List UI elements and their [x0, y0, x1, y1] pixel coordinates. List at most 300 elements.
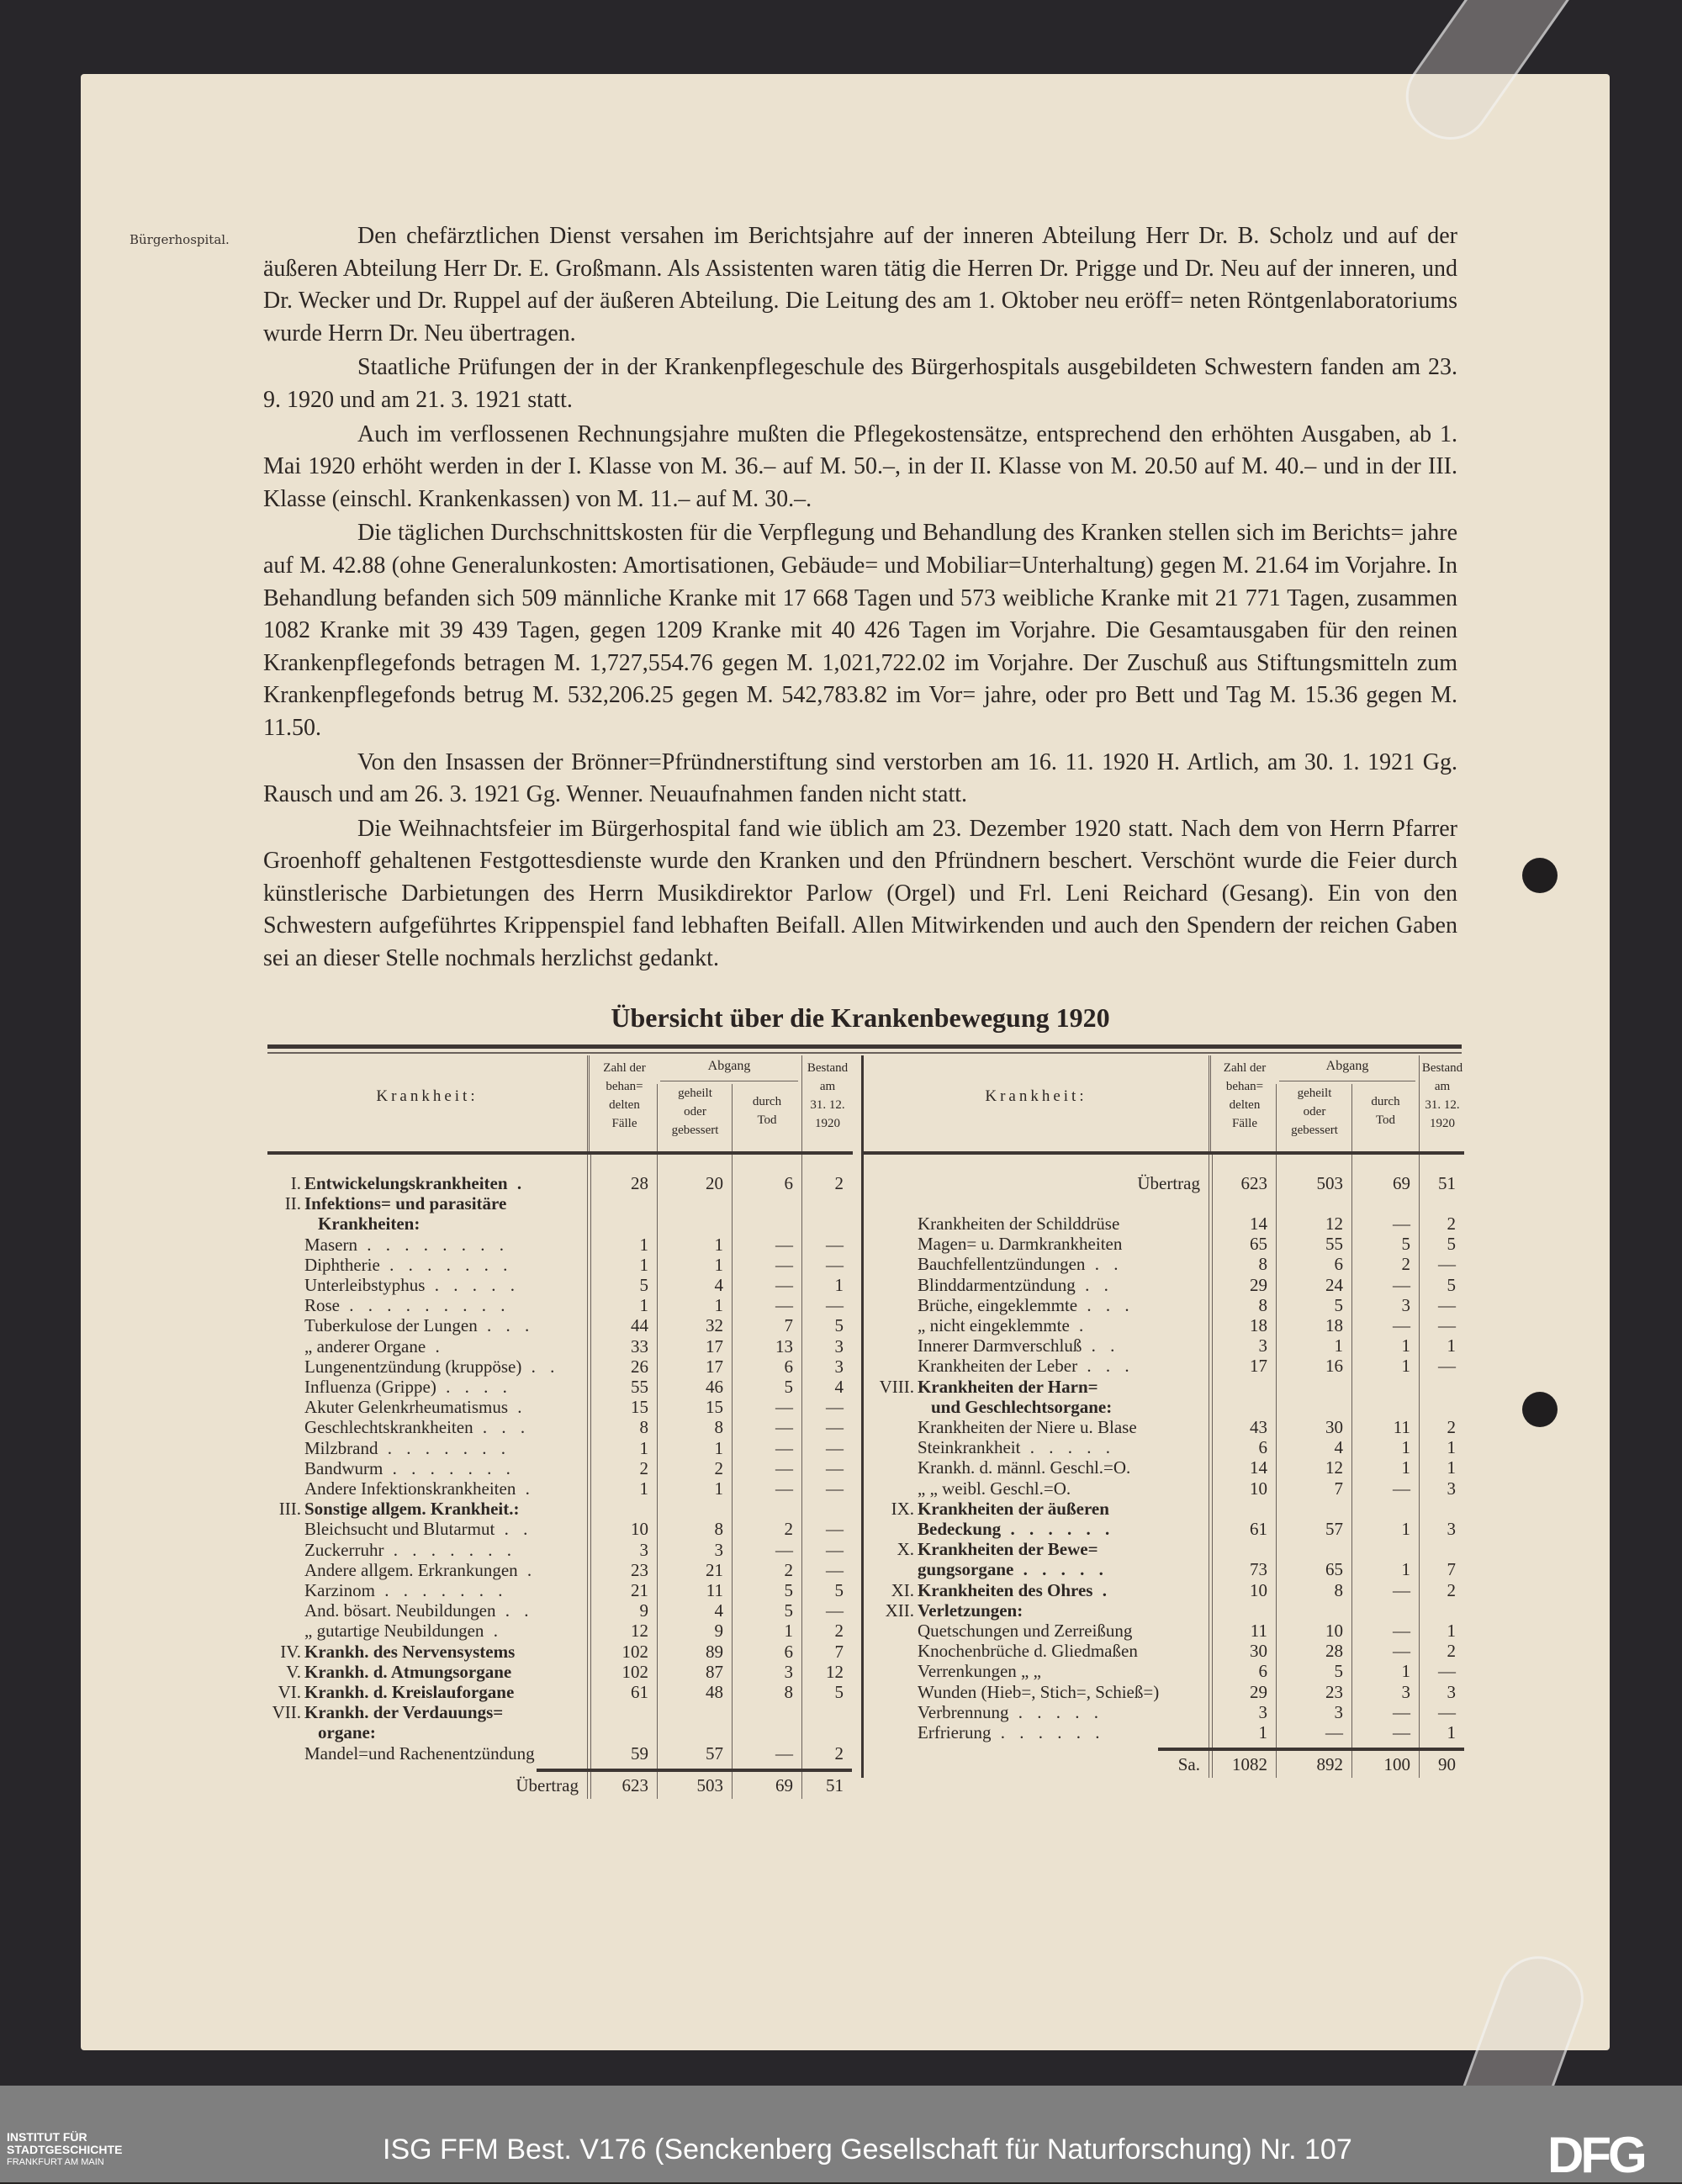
- body-text: [263, 220, 1457, 976]
- label-text: Krankheiten der Harn=: [918, 1376, 1098, 1397]
- leader-dots: . .: [495, 1600, 534, 1621]
- leader-dots: .: [508, 1397, 527, 1418]
- roman-numeral: IV.: [280, 1641, 301, 1662]
- leader-dots: . . . . . . .: [383, 1457, 516, 1478]
- row-label: [304, 1499, 582, 1519]
- cell-value: 7: [1334, 1478, 1343, 1499]
- label-text: Rose: [304, 1295, 340, 1316]
- leader-dots: . . .: [477, 1315, 535, 1336]
- row-label: [304, 1275, 582, 1295]
- dfg-logo: DFG: [1547, 2127, 1644, 2183]
- total-value: 69: [775, 1774, 793, 1795]
- cell-value: 23: [1325, 1681, 1343, 1702]
- label-text: Krankh. des Nervensystems: [304, 1641, 516, 1662]
- institute-line: FRANKFURT AM MAIN: [7, 2157, 104, 2167]
- leader-dots: . . .: [473, 1417, 531, 1438]
- label-text: Knochenbrüche d. Gliedmaßen: [918, 1641, 1138, 1662]
- roman-numeral: XI.: [891, 1579, 914, 1600]
- table-row: [864, 1457, 1464, 1478]
- cell-value: —: [826, 1600, 844, 1621]
- cell-value: 3: [1258, 1701, 1267, 1722]
- cell-value: 87: [706, 1661, 723, 1682]
- cell-value: 26: [631, 1356, 648, 1377]
- total-label: Sa.: [1177, 1754, 1200, 1775]
- cell-value: —: [1393, 1621, 1410, 1641]
- header-text: gebessert: [671, 1124, 719, 1137]
- paragraph: Die Weihnachtsfeier im Bürgerhospital fand wie üblich am 23. Dezember 1920 statt. Nach dem von Herrn Pfarrer Groenhoff gehaltenen Festgottesdienste wurde den Kranken und den Pfründnern beschert. Verschönt wurde die Feier durch künstlerische Darbietungen des Herrn Musikdirektor Parlow (Orgel) und Frl. Leni Reichard (Gesang). Ein von den Schwestern aufgeführtes Krippenspiel fand lebhaften Beifall. Allen Mitwirkenden und auch den Spendern der reichen Gaben sei an dieser Stelle nochmals herzlichst gedankt.: [263, 815, 1457, 972]
- table-row: [267, 1662, 853, 1682]
- total-label: Übertrag: [516, 1774, 579, 1795]
- cell-value: —: [1438, 1701, 1456, 1722]
- leader-dots: . . . . . . .: [383, 1539, 516, 1560]
- cell-value: 9: [639, 1600, 648, 1621]
- cell-value: 503: [1316, 1173, 1343, 1193]
- cell-value: 1: [1401, 1661, 1410, 1682]
- cell-value: 51: [1438, 1173, 1456, 1193]
- cell-value: 16: [1325, 1356, 1343, 1377]
- label-text: Akuter Gelenkrheumatismus: [304, 1397, 509, 1418]
- col-header-bestand: [1419, 1055, 1465, 1155]
- cell-value: —: [775, 1539, 793, 1560]
- cell-value: 3: [784, 1661, 793, 1682]
- row-label: [918, 1702, 1203, 1722]
- leader-dots: . .: [521, 1356, 560, 1377]
- cell-value: 4: [714, 1275, 723, 1295]
- cell-value: 69: [1393, 1173, 1410, 1193]
- row-label: [304, 1438, 582, 1458]
- cell-value: 1: [714, 1234, 723, 1255]
- row-label: [918, 1600, 1203, 1621]
- label-text: Andere allgem. Erkrankungen: [304, 1559, 518, 1580]
- label-text: Brüche, eingeklemmte: [918, 1294, 1078, 1315]
- cell-value: —: [1438, 1315, 1456, 1335]
- table-row: [864, 1661, 1464, 1681]
- cell-value: 7: [1447, 1559, 1456, 1580]
- roman-numeral: VIII.: [879, 1376, 914, 1397]
- leader-dots: . .: [1082, 1335, 1120, 1356]
- row-label: [304, 1743, 582, 1764]
- table-row: [267, 1478, 853, 1499]
- table-row: [267, 1642, 853, 1662]
- label-text: Sonstige allgem. Krankheit.:: [304, 1499, 520, 1520]
- table-title: Übersicht über die Krankenbewegung 1920: [611, 1002, 1110, 1033]
- header-text: delten: [1229, 1098, 1261, 1112]
- table-row: [267, 1580, 853, 1600]
- row-label: [304, 1600, 582, 1621]
- cell-value: 3: [1447, 1478, 1456, 1499]
- leader-dots: . . . . . . . .: [357, 1234, 509, 1255]
- header-text: 31. 12.: [810, 1098, 845, 1112]
- cell-value: 8: [1334, 1579, 1343, 1600]
- table-row: [267, 1722, 853, 1742]
- label-text: Magen= u. Darmkrankheiten: [918, 1234, 1123, 1255]
- table-row: [864, 1254, 1464, 1274]
- row-label: [304, 1377, 582, 1397]
- cell-value: 10: [1325, 1621, 1343, 1641]
- table-row: [864, 1315, 1464, 1335]
- cell-value: 2: [1447, 1579, 1456, 1600]
- cell-value: 2: [639, 1457, 648, 1478]
- label-text: Bedeckung: [918, 1519, 1002, 1539]
- cell-value: 4: [1334, 1437, 1343, 1458]
- label-text: Karzinom: [304, 1580, 375, 1600]
- cell-value: 8: [714, 1519, 723, 1540]
- leader-dots: . . . . .: [1020, 1437, 1115, 1458]
- cell-value: 1: [1447, 1457, 1456, 1478]
- row-label: [304, 1519, 582, 1539]
- row-label: [918, 1682, 1203, 1702]
- col-header-abgang: Abgang: [707, 1059, 751, 1073]
- table-row: [864, 1275, 1464, 1295]
- table-row: [267, 1743, 853, 1764]
- table-row: [267, 1214, 853, 1234]
- cell-value: —: [826, 1519, 844, 1540]
- table-row: [267, 1417, 853, 1437]
- header-text: behan=: [606, 1080, 643, 1093]
- label-text: Blinddarmentzündung: [918, 1274, 1076, 1295]
- header-text: geheilt: [678, 1087, 712, 1100]
- roman-numeral: II.: [284, 1193, 301, 1214]
- label-text: Krankheiten der Niere u. Blase: [918, 1417, 1137, 1437]
- cell-value: 21: [631, 1580, 648, 1600]
- label-text: Krankh. d. Kreislauforgane: [304, 1682, 515, 1702]
- cell-value: 1: [639, 1234, 648, 1255]
- cell-value: —: [1438, 1661, 1456, 1682]
- table-row: [864, 1397, 1464, 1417]
- leader-dots: .: [1069, 1315, 1089, 1335]
- cell-value: 10: [1250, 1579, 1267, 1600]
- label-text: Influenza (Grippe): [304, 1377, 436, 1397]
- cell-value: 5: [1401, 1234, 1410, 1255]
- cell-value: —: [1393, 1214, 1410, 1234]
- row-label: [918, 1580, 1203, 1600]
- carry-row: [864, 1173, 1464, 1193]
- cell-value: 15: [631, 1397, 648, 1418]
- cell-value: 2: [834, 1173, 844, 1193]
- cell-value: —: [826, 1559, 844, 1580]
- cell-value: 1: [1447, 1437, 1456, 1458]
- label-text: Krankh. d. Atmungsorgane: [304, 1661, 512, 1682]
- cell-value: 6: [784, 1356, 793, 1377]
- label-text: And. bösart. Neubildungen: [304, 1600, 496, 1621]
- table-row: [267, 1499, 853, 1519]
- row-label: [304, 1642, 582, 1662]
- leader-dots: . .: [1085, 1254, 1124, 1275]
- cell-value: —: [775, 1742, 793, 1764]
- table-top-rule: [267, 1044, 1462, 1049]
- label-text: Zuckerruhr: [304, 1539, 384, 1560]
- cell-value: —: [1325, 1722, 1343, 1742]
- cell-value: 30: [1250, 1641, 1267, 1662]
- cell-value: 28: [1325, 1641, 1343, 1662]
- row-label: [304, 1662, 582, 1682]
- cell-value: 2: [714, 1457, 723, 1478]
- cell-value: 1: [784, 1621, 793, 1642]
- cell-value: 2: [834, 1742, 844, 1764]
- cell-value: 15: [706, 1397, 723, 1418]
- cell-value: 29: [1250, 1681, 1267, 1702]
- row-label: [918, 1234, 1203, 1254]
- table-top-rule-thin: [267, 1052, 1462, 1054]
- table-row: [267, 1621, 853, 1641]
- row-label: [918, 1621, 1203, 1641]
- cell-value: —: [826, 1234, 844, 1255]
- table-row: [267, 1295, 853, 1315]
- institute-line: INSTITUT FÜR: [7, 2130, 87, 2144]
- cell-value: 3: [639, 1539, 648, 1560]
- table-row: [864, 1437, 1464, 1457]
- row-label: [918, 1499, 1203, 1519]
- leader-dots: .: [484, 1621, 503, 1642]
- label-text: Milzbrand: [304, 1437, 378, 1458]
- row-label: [918, 1377, 1203, 1397]
- institute-line: STADTGESCHICHTE: [7, 2143, 123, 2156]
- table-row: [267, 1682, 853, 1702]
- label-text: Andere Infektionskrankheiten: [304, 1478, 516, 1499]
- leader-dots: .: [517, 1559, 537, 1580]
- table-row: [267, 1600, 853, 1621]
- label-text: Wunden (Hieb=, Stich=, Schieß=): [918, 1681, 1160, 1702]
- leader-dots: .: [507, 1173, 527, 1193]
- leader-dots: . . .: [1077, 1356, 1135, 1377]
- cell-value: 2: [1401, 1254, 1410, 1275]
- label-text: Krankheiten der Schilddrüse: [918, 1214, 1120, 1234]
- cell-value: 29: [1250, 1274, 1267, 1295]
- cell-value: 8: [1258, 1294, 1267, 1315]
- total-value: 51: [826, 1774, 844, 1795]
- label-text: Quetschungen und Zerreißung: [918, 1621, 1133, 1641]
- label-text: gungsorgane: [918, 1559, 1014, 1580]
- total-value: 623: [621, 1774, 648, 1795]
- label-text: „ „ weibl. Geschl.=O.: [918, 1478, 1071, 1499]
- label-text: Masern: [304, 1234, 357, 1255]
- row-label: [918, 1457, 1203, 1478]
- row-label: [304, 1397, 582, 1417]
- header-text: durch: [1371, 1095, 1400, 1108]
- label-text: Lungenentzündung (kruppöse): [304, 1356, 522, 1377]
- institute-logo: [7, 2131, 122, 2169]
- cell-value: —: [775, 1295, 793, 1316]
- cell-value: 8: [639, 1417, 648, 1438]
- cell-value: 4: [834, 1377, 844, 1397]
- row-label: [918, 1295, 1203, 1315]
- cell-value: 10: [1250, 1478, 1267, 1499]
- label-text: „ anderer Organe: [304, 1335, 426, 1356]
- cell-value: 3: [834, 1356, 844, 1377]
- col-header-zahl: [1209, 1055, 1278, 1155]
- cell-value: 2: [834, 1621, 844, 1642]
- table-row: [864, 1580, 1464, 1600]
- cell-value: 8: [1258, 1254, 1267, 1275]
- cell-value: 1: [1401, 1559, 1410, 1580]
- cell-value: 6: [1258, 1661, 1267, 1682]
- table-row: [267, 1193, 853, 1214]
- header-text: Fälle: [1232, 1117, 1257, 1130]
- cell-value: 46: [706, 1377, 723, 1397]
- cell-value: 6: [1258, 1437, 1267, 1458]
- cell-value: 5: [639, 1275, 648, 1295]
- roman-numeral: V.: [286, 1661, 301, 1682]
- col-header-geheilt: [657, 1084, 733, 1151]
- row-label: [304, 1315, 582, 1335]
- cell-value: 1: [1447, 1335, 1456, 1356]
- cell-value: 61: [1250, 1519, 1267, 1539]
- col-header-krankheit: Krankheit:: [376, 1087, 479, 1105]
- label-text: „ gutartige Neubildungen: [304, 1621, 484, 1642]
- cell-value: 8: [714, 1417, 723, 1438]
- cell-value: 1: [639, 1254, 648, 1275]
- cell-value: —: [775, 1437, 793, 1458]
- table-row: [864, 1335, 1464, 1356]
- row-label: [918, 1275, 1203, 1295]
- cell-value: —: [775, 1254, 793, 1275]
- paragraph: Auch im verflossenen Rechnungsjahre mußten die Pflegekostensätze, entsprechend den erhöhten Ausgaben, ab 1. Mai 1920 erhöht werden in der I. Klasse von M. 36.– auf M. 50.–, in der II. Klasse von M. 20.50 auf M. 40.– und in der III. Klasse (einschl. Krankenkassen) von M. 11.– auf M. 30.–.: [263, 420, 1457, 512]
- table-row: [267, 1315, 853, 1335]
- total-row: [864, 1754, 1464, 1774]
- cell-value: 5: [1447, 1274, 1456, 1295]
- cell-value: —: [826, 1254, 844, 1275]
- total-value: 503: [696, 1774, 723, 1795]
- cell-value: 44: [631, 1315, 648, 1336]
- row-label: [918, 1661, 1203, 1681]
- table-row: [864, 1641, 1464, 1661]
- row-label: [304, 1580, 582, 1600]
- row-label: [918, 1356, 1203, 1376]
- table-row: [864, 1519, 1464, 1539]
- header-text: Bestand: [807, 1061, 849, 1075]
- label-text: Tuberkulose der Lungen: [304, 1315, 478, 1336]
- col-header-tod: [732, 1084, 801, 1151]
- cell-value: 73: [1250, 1559, 1267, 1580]
- label-text: „ nicht eingeklemmte: [918, 1315, 1070, 1335]
- table-row: [267, 1255, 853, 1275]
- cell-value: 6: [784, 1641, 793, 1662]
- cell-value: 5: [784, 1600, 793, 1621]
- cell-value: —: [826, 1478, 844, 1499]
- header-text: Tod: [757, 1113, 777, 1127]
- label-text: Mandel=und Rachenentzündung: [304, 1742, 535, 1764]
- row-label: [918, 1519, 1203, 1539]
- row-label: [918, 1315, 1203, 1335]
- header-text: oder: [1303, 1105, 1326, 1118]
- table-row: [864, 1234, 1464, 1254]
- label-text: und Geschlechtsorgane:: [931, 1396, 1113, 1417]
- label-text: Geschlechtskrankheiten: [304, 1417, 473, 1438]
- table-row: [267, 1397, 853, 1417]
- cell-value: 1: [714, 1295, 723, 1316]
- cell-value: 5: [784, 1377, 793, 1397]
- table-row: [267, 1438, 853, 1458]
- cell-value: 1: [639, 1437, 648, 1458]
- label-text: Krankheiten der Bewe=: [918, 1539, 1098, 1560]
- cell-value: 5: [834, 1315, 844, 1336]
- leader-dots: . . . . .: [425, 1275, 520, 1295]
- row-label: [918, 1437, 1203, 1457]
- row-label: [304, 1478, 582, 1499]
- carry-label: Übertrag: [1137, 1173, 1200, 1193]
- cell-value: 12: [1325, 1214, 1343, 1234]
- cell-value: 1: [714, 1437, 723, 1458]
- cell-value: 32: [706, 1315, 723, 1336]
- row-label: [918, 1722, 1203, 1742]
- cell-value: —: [1393, 1722, 1410, 1742]
- row-label: [931, 1397, 1203, 1417]
- cell-value: —: [775, 1275, 793, 1295]
- cell-value: 59: [631, 1742, 648, 1764]
- cell-value: 30: [1325, 1417, 1343, 1437]
- cell-value: 20: [706, 1173, 723, 1193]
- table-row: [864, 1295, 1464, 1315]
- row-label: [304, 1540, 582, 1560]
- label-text: organe:: [318, 1722, 376, 1743]
- cell-value: 3: [1447, 1681, 1456, 1702]
- cell-value: 2: [784, 1519, 793, 1540]
- cell-value: 1: [1401, 1335, 1410, 1356]
- margin-label: Bürgerhospital.: [130, 232, 230, 247]
- table-row: [864, 1702, 1464, 1722]
- cell-value: 2: [784, 1559, 793, 1580]
- cell-value: 5: [1447, 1234, 1456, 1255]
- cell-value: 21: [706, 1559, 723, 1580]
- table-row: [267, 1519, 853, 1539]
- paragraph: Den chefärztlichen Dienst versahen im Berichtsjahre auf der inneren Abteilung Herr Dr. B. Scholz und auf der äußeren Abteilung Herr Dr. E. Großmann. Als Assistenten waren tätig die Herren Dr. Prigge und Dr. Neu auf der inneren, und Dr. Wecker und Dr. Ruppel auf der äußeren Abteilung. Die Leitung des am 1. Oktober neu eröff= neten Röntgenlaboratoriums wurde Herrn Dr. Neu übertragen.: [263, 223, 1457, 346]
- leader-dots: . . . . . .: [991, 1722, 1105, 1742]
- row-label: [918, 1478, 1203, 1499]
- row-label: [918, 1335, 1203, 1356]
- cell-value: 23: [631, 1559, 648, 1580]
- label-text: Verrenkungen „ „: [918, 1661, 1041, 1682]
- label-text: Bauchfellentzündungen: [918, 1254, 1086, 1275]
- table-row: [267, 1356, 853, 1377]
- table-row: [864, 1621, 1464, 1641]
- table-row: [864, 1559, 1464, 1579]
- leader-dots: .: [1092, 1579, 1112, 1600]
- leader-dots: . . . . . . .: [374, 1580, 508, 1600]
- label-text: Krankheiten des Ohres: [918, 1579, 1093, 1600]
- cell-value: 65: [1250, 1234, 1267, 1255]
- cell-value: 14: [1250, 1214, 1267, 1234]
- label-text: Krankheiten der äußeren: [918, 1498, 1109, 1519]
- cell-value: 28: [631, 1173, 648, 1193]
- cell-value: —: [775, 1397, 793, 1418]
- cell-value: 1: [1334, 1335, 1343, 1356]
- cell-value: 1: [714, 1478, 723, 1499]
- cell-value: —: [1393, 1701, 1410, 1722]
- row-label: [318, 1722, 582, 1742]
- table-header: [864, 1055, 1464, 1151]
- cell-value: 1: [1401, 1457, 1410, 1478]
- label-text: Bleichsucht und Blutarmut: [304, 1519, 495, 1540]
- cell-value: 9: [714, 1621, 723, 1642]
- cell-value: —: [775, 1478, 793, 1499]
- cell-value: 623: [1240, 1173, 1267, 1193]
- cell-value: 7: [784, 1315, 793, 1336]
- roman-numeral: X.: [897, 1539, 914, 1560]
- row-label: [918, 1641, 1203, 1661]
- cell-value: 102: [621, 1641, 648, 1662]
- label-text: Bandwurm: [304, 1457, 383, 1478]
- table-row: [864, 1214, 1464, 1234]
- col-header-tod: [1351, 1084, 1419, 1151]
- cell-value: 5: [1334, 1294, 1343, 1315]
- cell-value: 7: [834, 1641, 844, 1662]
- cell-value: 61: [631, 1682, 648, 1702]
- label-text: Krankh. der Verdauungs=: [304, 1702, 504, 1723]
- row-label: [304, 1193, 582, 1214]
- cell-value: 12: [1325, 1457, 1343, 1478]
- header-text: 31. 12.: [1425, 1098, 1460, 1112]
- cell-value: 12: [826, 1661, 844, 1682]
